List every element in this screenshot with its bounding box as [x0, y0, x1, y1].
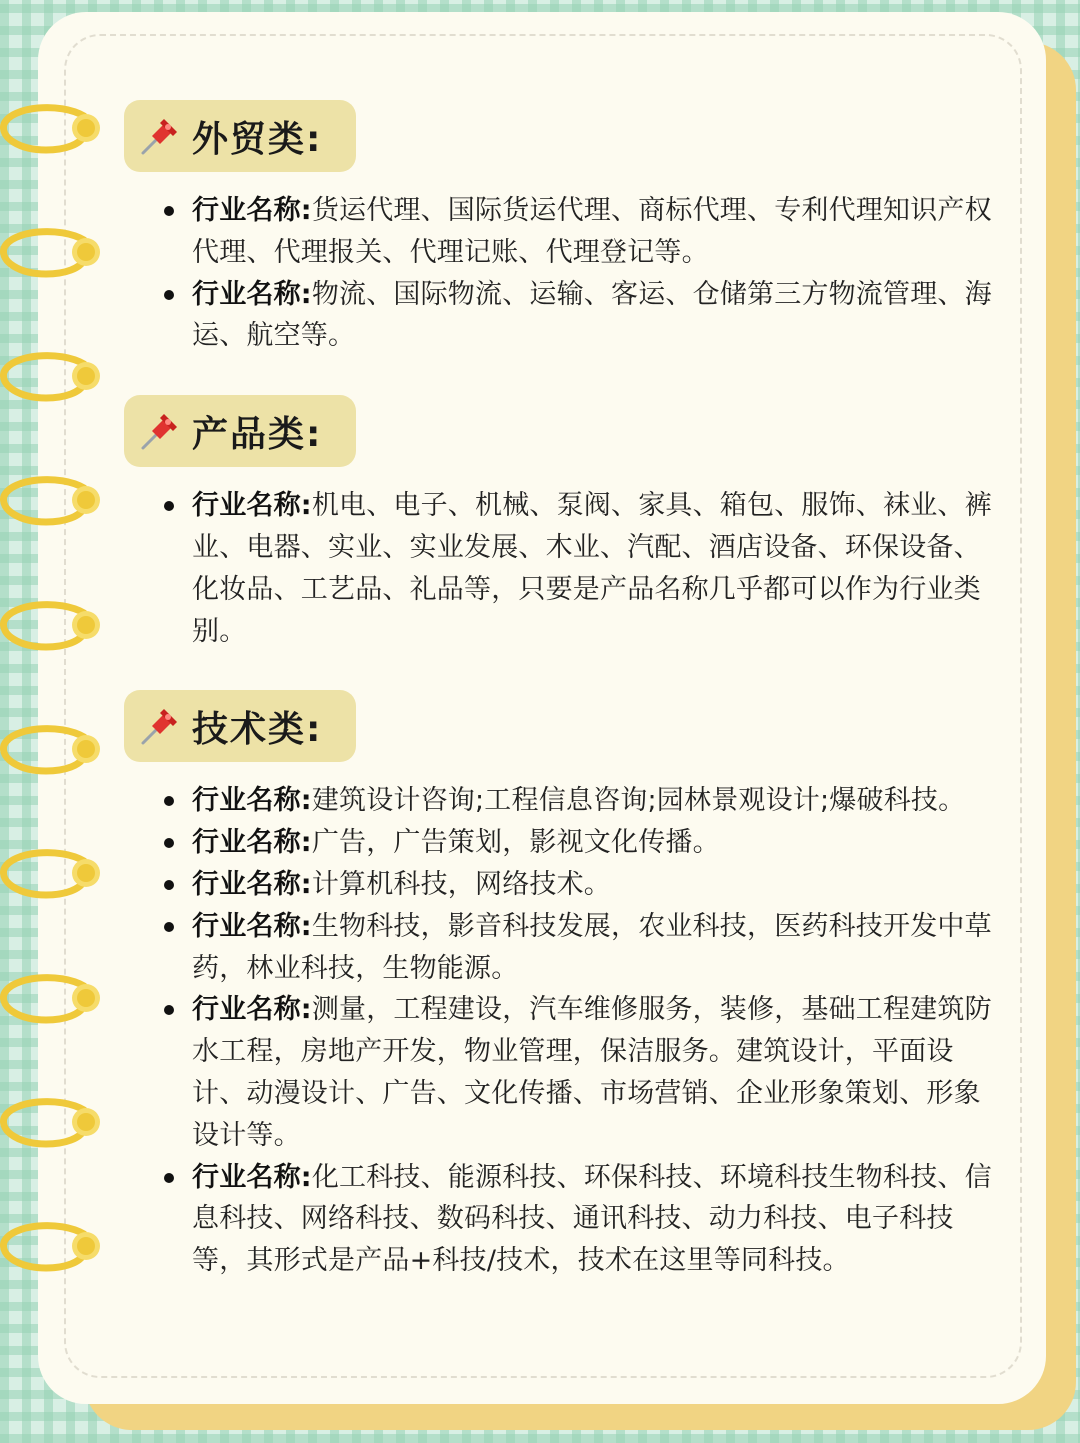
binder-ring-icon — [0, 721, 110, 777]
list-item — [124, 274, 1004, 358]
item-list — [124, 190, 1004, 357]
list-item — [124, 780, 1004, 822]
section-heading — [124, 690, 356, 762]
bullet — [164, 922, 174, 932]
binder-ring-icon — [0, 1218, 110, 1274]
section-title: 技术类: — [192, 708, 323, 750]
bullet — [164, 501, 174, 511]
section-title: 外贸类: — [192, 118, 323, 160]
item-text: 生物科技，影音科技发展，农业科技，医药科技开发中草药，林业科技，生物能源。 — [192, 910, 992, 984]
item-label: 行业名称: — [192, 785, 312, 817]
bullet — [164, 796, 174, 806]
pushpin-icon — [138, 409, 182, 453]
item-label: 行业名称: — [192, 827, 312, 859]
binder-ring-icon — [0, 472, 110, 528]
binder-ring-icon — [0, 970, 110, 1026]
item-list — [124, 485, 1004, 652]
list-item — [124, 190, 1004, 274]
binder-ring-icon — [0, 597, 110, 653]
binder-ring-icon — [0, 1094, 110, 1150]
item-label: 行业名称: — [192, 278, 312, 310]
item-text: 计算机科技，网络技术。 — [311, 868, 612, 900]
bullet — [164, 1173, 174, 1183]
list-item — [124, 864, 1004, 906]
item-text: 物流、国际物流、运输、客运、仓储第三方物流管理、海运、航空等。 — [192, 278, 992, 352]
content — [124, 100, 1004, 1282]
list-item — [124, 1157, 1004, 1282]
item-text: 广告，广告策划，影视文化传播。 — [311, 827, 720, 859]
section-heading — [124, 395, 356, 467]
list-item — [124, 906, 1004, 990]
section-title: 产品类: — [192, 413, 323, 455]
bullet — [164, 290, 174, 300]
pushpin-icon — [138, 114, 182, 158]
item-label: 行业名称: — [192, 910, 312, 942]
item-list — [124, 780, 1004, 1282]
item-text: 测量，工程建设，汽车维修服务，装修，基础工程建筑防水工程，房地产开发，物业管理，保洁服务。建筑设计，平面设计、动漫设计、广告、文化传播、市场营销、企业形象策划、形象设计等。 — [192, 994, 992, 1151]
item-label: 行业名称: — [192, 195, 312, 226]
bullet — [164, 1005, 174, 1015]
item-text: 建筑设计咨询;工程信息咨询;园林景观设计;爆破科技。 — [311, 785, 966, 817]
bullet — [164, 838, 174, 848]
bullet — [164, 206, 174, 216]
section-foreign-trade — [124, 100, 1004, 357]
pushpin-icon — [138, 704, 182, 748]
item-text: 货运代理、国际货运代理、商标代理、专利代理知识产权代理、代理报关、代理记账、代理登记等。 — [192, 195, 992, 268]
binder-ring-icon — [0, 348, 110, 404]
item-text: 化工科技、能源科技、环保科技、环境科技生物科技、信息科技、网络科技、数码科技、通讯科技、动力科技、电子科技等，其形式是产品+科技/技术，技术在这里等同科技。 — [192, 1161, 992, 1277]
binder-ring-icon — [0, 845, 110, 901]
binder-ring-icon — [0, 224, 110, 280]
list-item — [124, 822, 1004, 864]
item-label: 行业名称: — [192, 994, 312, 1026]
binder-rings — [0, 0, 120, 1443]
item-label: 行业名称: — [192, 868, 312, 900]
item-label: 行业名称: — [192, 490, 312, 522]
binder-ring-icon — [0, 100, 110, 156]
list-item — [124, 485, 1004, 652]
item-label: 行业名称: — [192, 1161, 312, 1193]
list-item — [124, 989, 1004, 1156]
bullet — [164, 880, 174, 890]
section-heading — [124, 100, 356, 172]
item-text: 机电、电子、机械、泵阀、家具、箱包、服饰、袜业、裤业、电器、实业、实业发展、木业、汽配、酒店设备、环保设备、化妆品、工艺品、礼品等，只要是产品名称几乎都可以作为行业类别。 — [192, 490, 992, 647]
section-products — [124, 395, 1004, 652]
section-technology — [124, 690, 1004, 1282]
